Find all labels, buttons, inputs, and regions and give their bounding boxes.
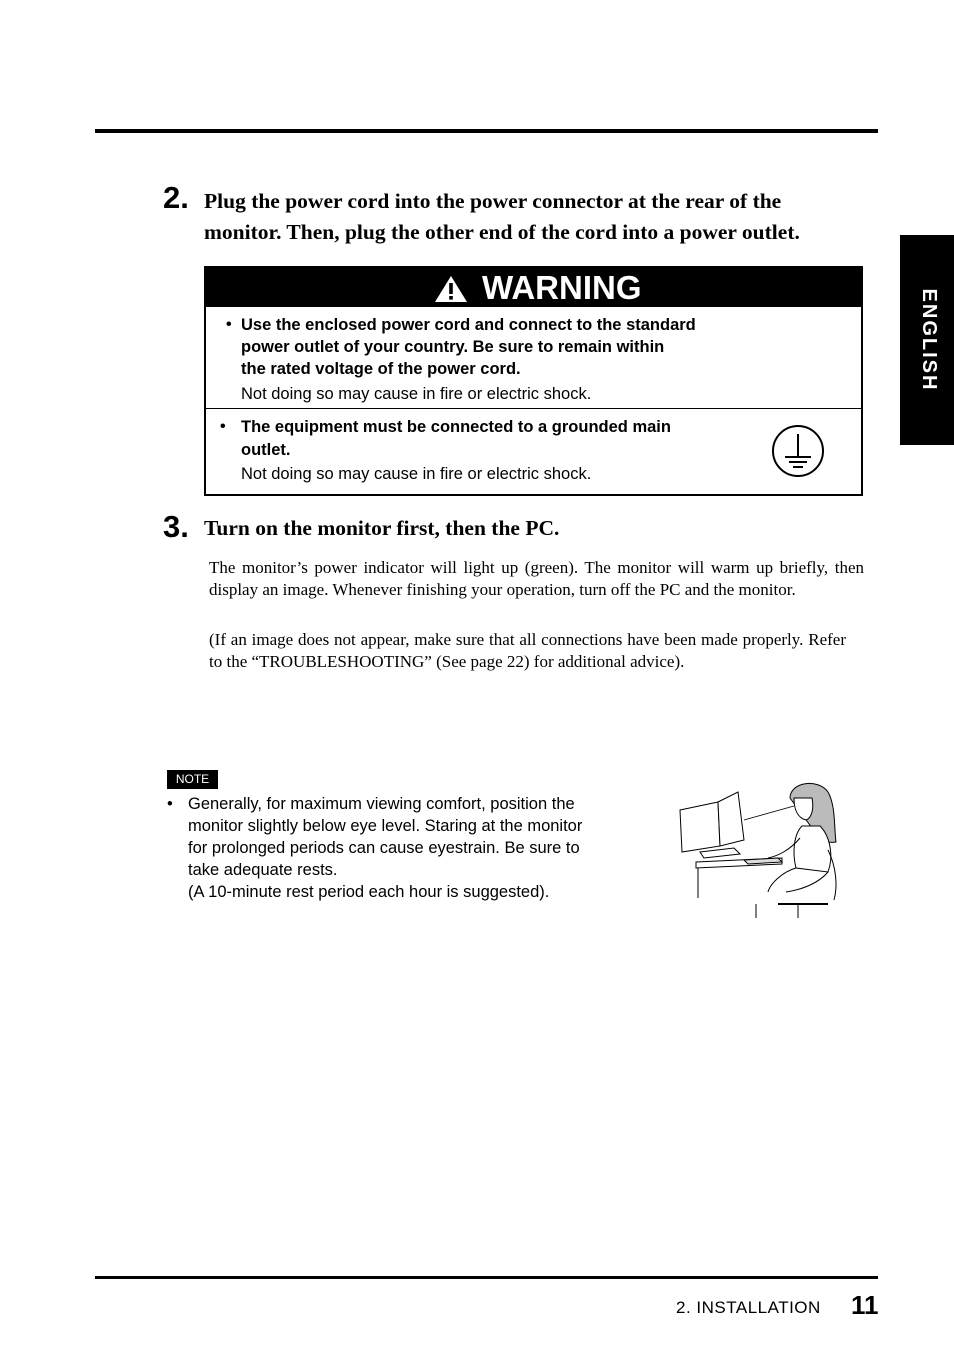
- note-line-3: for prolonged periods can cause eyestrain. Be sure to: [188, 839, 580, 857]
- warning-divider: [206, 408, 861, 409]
- warning-item-1-bullet: •: [226, 316, 232, 333]
- language-tab-label: ENGLISH: [918, 288, 940, 392]
- step-3-paragraph-2: (If an image does not appear, make sure that all connections have been made properly. Refer to the “TROUBLESHOOTING” (See page 22) for additional advice).: [209, 630, 846, 671]
- step-3-title: Turn on the monitor first, then the PC.: [204, 516, 560, 540]
- step-2-number: 2.: [163, 180, 189, 215]
- top-rule: [95, 129, 878, 133]
- warning-triangle-icon: [434, 275, 468, 303]
- bottom-rule: [95, 1276, 878, 1279]
- warning-box: [204, 266, 863, 496]
- step-3-number: 3.: [163, 509, 189, 544]
- step-2-line-2: monitor. Then, plug the other end of the cord into a power outlet.: [204, 220, 800, 244]
- note-badge: NOTE: [167, 770, 218, 789]
- warning-header: [206, 268, 861, 307]
- warning-item-1-line-2: power outlet of your country. Be sure to remain within: [241, 338, 665, 356]
- step-2-line-1: Plug the power cord into the power connector at the rear of the: [204, 189, 782, 213]
- warning-item-2-line-2: outlet.: [241, 441, 291, 459]
- note-line-4: take adequate rests.: [188, 861, 338, 879]
- note-line-1: Generally, for maximum viewing comfort, position the: [188, 795, 575, 813]
- note-line-2: monitor slightly below eye level. Staring at the monitor: [188, 817, 583, 835]
- note-bullet: •: [167, 795, 173, 813]
- warning-item-2-note: Not doing so may cause in fire or electric shock.: [241, 465, 592, 483]
- ground-icon: [770, 423, 826, 479]
- warning-item-1-line-1: Use the enclosed power cord and connect to the standard: [241, 316, 696, 334]
- note-text: [188, 793, 658, 903]
- warning-item-2-bullet: •: [220, 418, 226, 435]
- page-number: 11: [851, 1290, 879, 1320]
- warning-item-2-line-1: The equipment must be connected to a grounded main: [241, 418, 671, 436]
- step-3-paragraph-1: The monitor’s power indicator will light up (green). The monitor will warm up briefly, then display an image. Whenever finishing your operation, turn off the PC and the monitor.: [209, 558, 864, 599]
- footer-section-title: 2. INSTALLATION: [676, 1298, 821, 1317]
- warning-item-1-line-3: the rated voltage of the power cord.: [241, 360, 521, 378]
- note-line-5: (A 10-minute rest period each hour is suggested).: [188, 883, 550, 901]
- warning-item-1-note: Not doing so may cause in fire or electric shock.: [241, 385, 592, 403]
- warning-title: WARNING: [482, 269, 642, 306]
- person-at-monitor-illustration: [678, 780, 843, 920]
